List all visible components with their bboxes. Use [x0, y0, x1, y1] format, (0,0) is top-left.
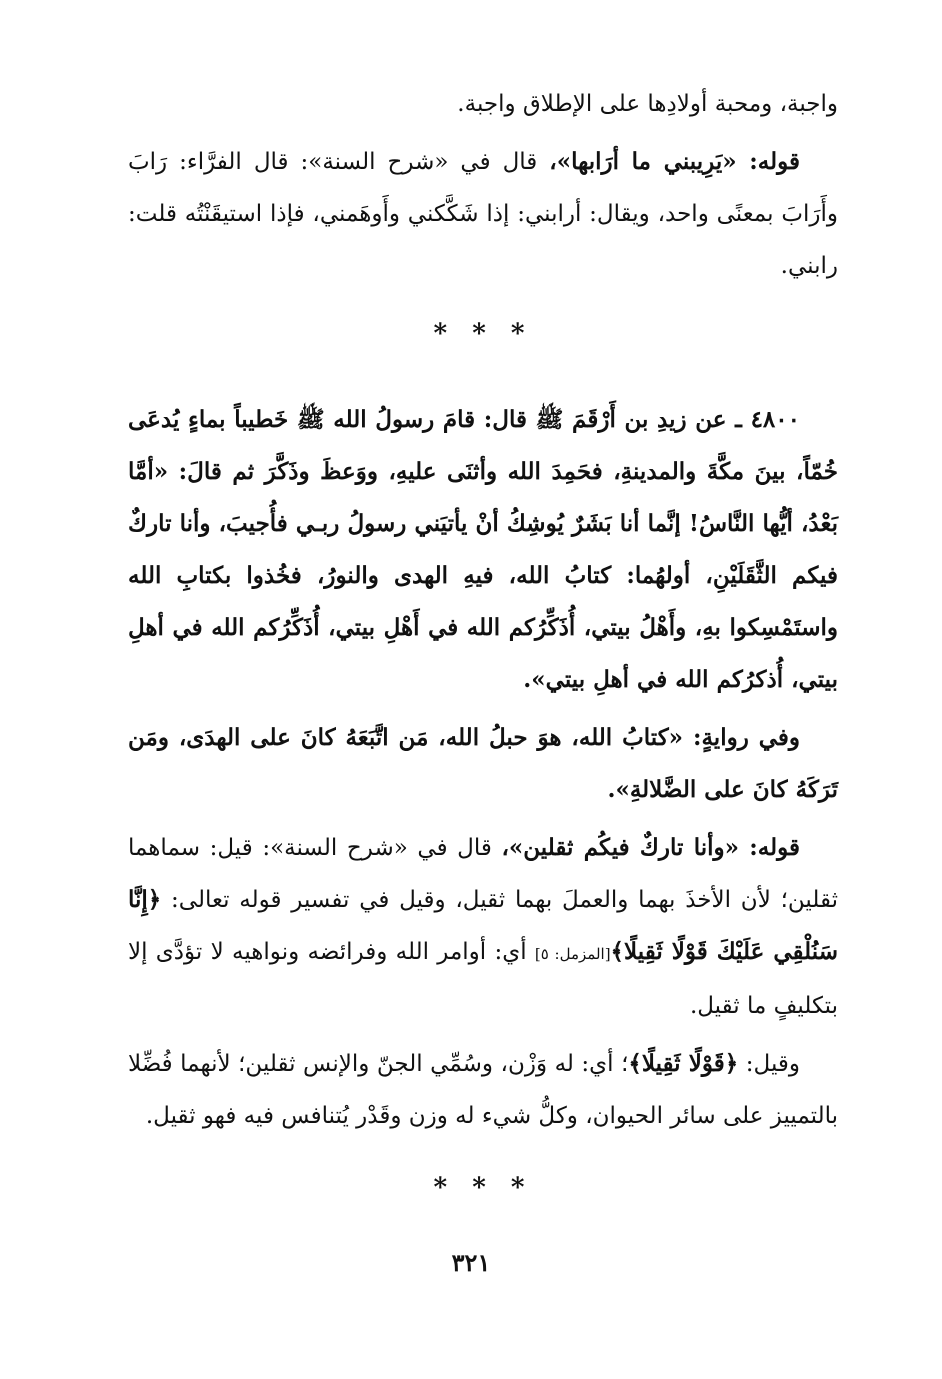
- quran-verse: ﴿إِنَّا سَنُلْقِي عَلَيْكَ قَوْلًا ثَقِيلًا﴾: [128, 886, 838, 965]
- section-separator-end: * * *: [433, 1173, 533, 1203]
- continuation-text: واجبة، ومحبة أولادِها على الإطلاق واجبة.: [457, 91, 838, 117]
- paragraph-commentary-thaqalayn: [128, 822, 838, 1032]
- paragraph-continuation: [128, 78, 838, 130]
- page-body: [128, 78, 838, 1220]
- commentary2-text-b: أي: أوامر الله وفرائضه ونواهيه لا تؤدَّى إلا بتكليفٍ ما ثقيل.: [128, 939, 838, 1019]
- section-separator: * * *: [433, 319, 533, 349]
- riwaya-text: «كتابُ الله، هوَ حبلُ الله، مَن اتَّبَعَهُ كانَ على الهدَى، ومَن تَرَكَهُ كانَ على الضَّلالةِ».: [128, 724, 838, 803]
- commentary2-lead: قوله: «وأنا تاركٌ فيكُم ثقلين»،: [501, 834, 800, 861]
- paragraph-riwaya: [128, 712, 838, 816]
- hadith-4800: [128, 394, 838, 706]
- qil-text-b: ؛ أي: له وَزْن، وسُمِّي الجنّ والإنس ثقلين؛ لأنهما فُضِّلا بالتمييز على سائر الحيوان، وكلُّ شيء له وزن وقَدْر يُتنافس فيه فهو ثقيل.: [128, 1051, 838, 1129]
- qil-text-a: وقيل:: [738, 1051, 800, 1077]
- quran-verse-short: ﴿قَوْلًا ثَقِيلًا﴾: [628, 1050, 739, 1077]
- commentary2-text-a: قال في «شرح السنة»: قيل: سماهما ثقلين؛ لأن الأخذَ بهما والعملَ بهما ثقيل، وقيل في تفسير قوله تعالى:: [128, 835, 838, 913]
- commentary-lead: قوله: «يَرِيبني ما أرَابها»،: [549, 148, 801, 175]
- verse-reference: [المزمل: ٥]: [534, 945, 611, 963]
- hadith-number: ٤٨٠٠ ـ: [735, 406, 800, 433]
- paragraph-qil: [128, 1038, 838, 1142]
- paragraph-commentary-yaribuni: [128, 136, 838, 292]
- commentary-text: قال في «شرح السنة»: قال الفرَّاء: رَابَ وأَرَابَ بمعنًى واحد، ويقال: أرابني: إذا شَكَّكني وأَوهَمني، فإذا استيقَنْتُه قلت: رابني.: [128, 149, 838, 279]
- riwaya-lead: وفي روايةٍ:: [692, 724, 801, 751]
- page-number: ٣٢١: [451, 1248, 491, 1277]
- hadith-text: عن زيدِ بن أَرْقَمَ ﷺ قال: قامَ رسولُ الله ﷺ خَطيباً بماءٍ يُدعَى خُمّاً، بينَ مكَّةَ والمدينةِ، فحَمِدَ الله وأثنَى عليهِ، ووَعظَ وذَكَّرَ ثم قالَ: «أمَّا بَعْدُ، أيُّها النَّاسُ! إنَّما أنا بَشَرٌ يُوشِكُ أنْ يأتيَني رسولُ ربـي فأُجيبَ، وأنا تاركٌ فيكم الثَّقَلَيْنِ، أولهُما: كتابُ الله، فيهِ الهدى والنورُ، فخُذوا بكتابِ الله واستَمْسِكوا بهِ، وأَهْلُ بيتي، أُذَكِّرُكم الله في أَهْلِ بيتي، أُذَكِّرُكم الله في أهلِ بيتي، أُذكرُكم الله في أهلِ بيتي».: [128, 406, 838, 693]
